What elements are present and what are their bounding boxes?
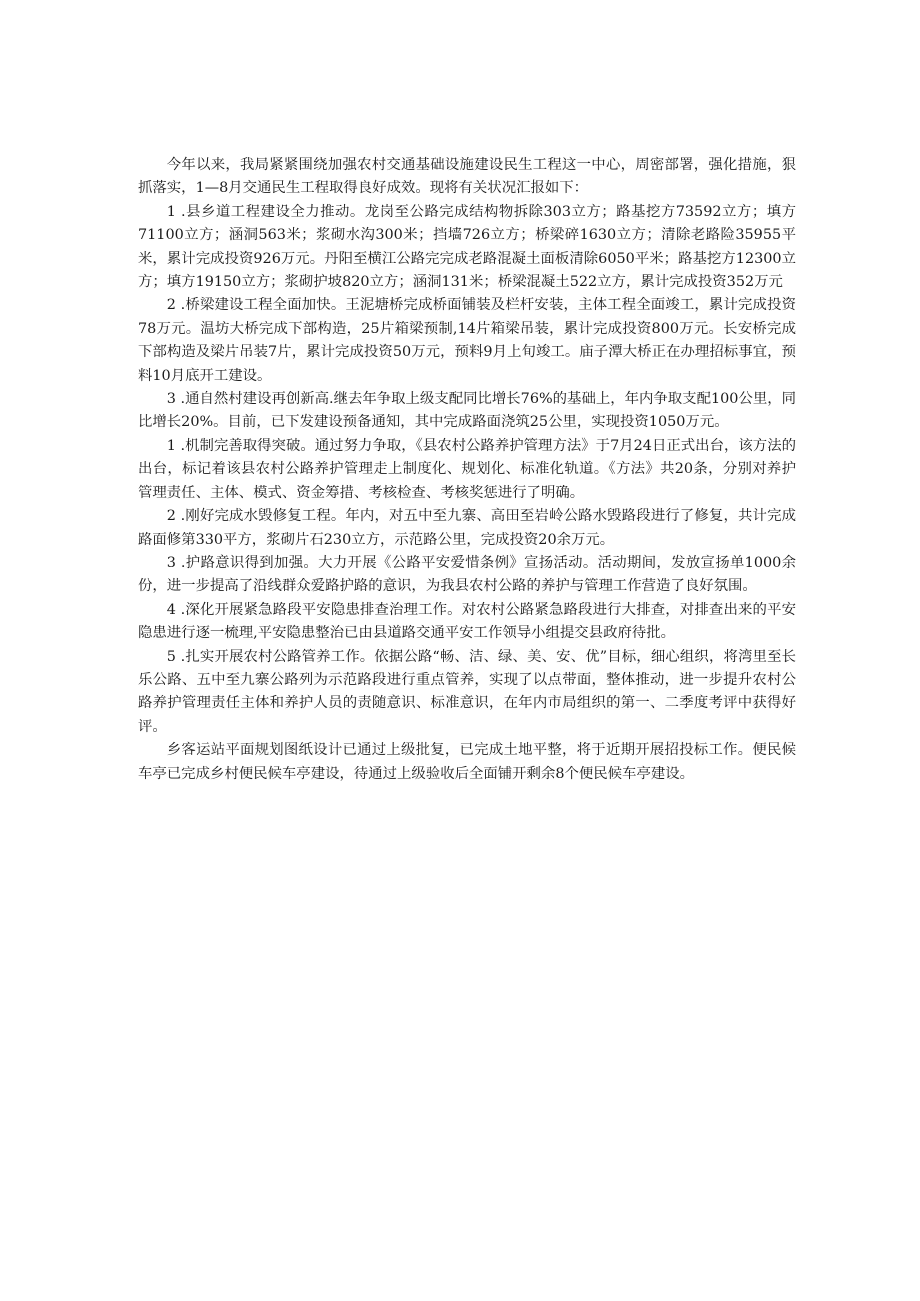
paragraph-flood-damage-repair: 2 .刚好完成水毁修复工程。年内，对五中至九寨、高田至岩岭公路水毁路段进行了修复，共计完成路面修第330平方，浆砌片石230立方，示范路公里，完成投资20余万元。 xyxy=(138,508,796,548)
paragraph-passenger-station: 乡客运站平面规划图纸设计已通过上级批复，已完成土地平整，将于近期开展招投标工作。便民候车亭已完成乡村便民候车亭建设，待通过上级验收后全面铺开剩余8个便民候车亭建设。 xyxy=(138,742,796,782)
paragraph-bridge-construction: 2 .桥梁建设工程全面加快。王泥塘桥完成桥面铺装及栏杆安装，主体工程全面竣工，累计完成投资78万元。温坊大桥完成下部构造，25片箱梁预制,14片箱梁吊装，累计完成投资800万元。长安桥完成下部构造及梁片吊装7片，累计完成投资50万元，预料9月上旬竣工。庙子潭大桥正在办理招标事宜，预料10月底开工建设。 xyxy=(138,297,796,384)
paragraph-safety-hazard-inspection: 4 .深化开展紧急路段平安隐患排查治理工作。对农村公路紧急路段进行大排查，对排查出来的平安隐患进行逐一梳理,平安隐患整治已由县道路交通平安工作领导小组提交县政府待批。 xyxy=(138,601,796,642)
intro-paragraph: 今年以来，我局紧紧围绕加强农村交通基础设施建设民生工程这一中心，周密部署，强化措施，狠抓落实，1—8月交通民生工程取得良好成效。现将有关状况汇报如下： xyxy=(138,157,796,197)
paragraph-county-road-construction: 1 .县乡道工程建设全力推动。龙岗至公路完成结构物拆除303立方；路基挖方73592立方；填方71100立方；涵洞563米；浆砌水沟300米；挡墙726立方；桥梁碎1630立方；清除老路险35955平米，累计完成投资926万元。丹阳至横江公路完完成老路混凝土面板清除6050平米；路基挖方12300立方；填方19150立方；浆砌护坡820立方；涵洞131米；桥梁混凝土522立方，累计完成投资352万元 xyxy=(138,203,796,291)
paragraph-rural-road-maintenance: 5 .扎实开展农村公路管养工作。依据公路“畅、洁、绿、美、安、优”目标，细心组织，将湾里至长乐公路、五中至九寨公路列为示范路段进行重点管养，实现了以点带面，整体推动，进一步提升农村公路养护管理责任主体和养护人员的责随意识、标准意识，在年内市局组织的第一、二季度考评中获得好评。 xyxy=(138,648,796,735)
paragraph-road-protection-awareness: 3 .护路意识得到加强。大力开展《公路平安爱惜条例》宣扬活动。活动期间，发放宣扬单1000余份，进一步提高了沿线群众爱路护路的意识，为我县农村公路的养护与管理工作营造了良好氛围。 xyxy=(138,554,796,595)
paragraph-village-road-construction: 3 .通自然村建设再创新高.继去年争取上级支配同比增长76%的基础上，年内争取支配100公里，同比增长20%。目前，已下发建设预备通知，其中完成路面浇筑25公里，实现投资1050万元。 xyxy=(138,391,796,431)
document-body xyxy=(138,154,796,786)
paragraph-maintenance-mechanism: 1 .机制完善取得突破。通过努力争取，《县农村公路养护管理方法》于7月24日正式出台，该方法的出台，标记着该县农村公路养护管理走上制度化、规划化、标准化轨道。《方法》共20条，分别对养护管理责任、主体、模式、资金筹措、考核检查、考核奖惩进行了明确。 xyxy=(138,437,796,501)
